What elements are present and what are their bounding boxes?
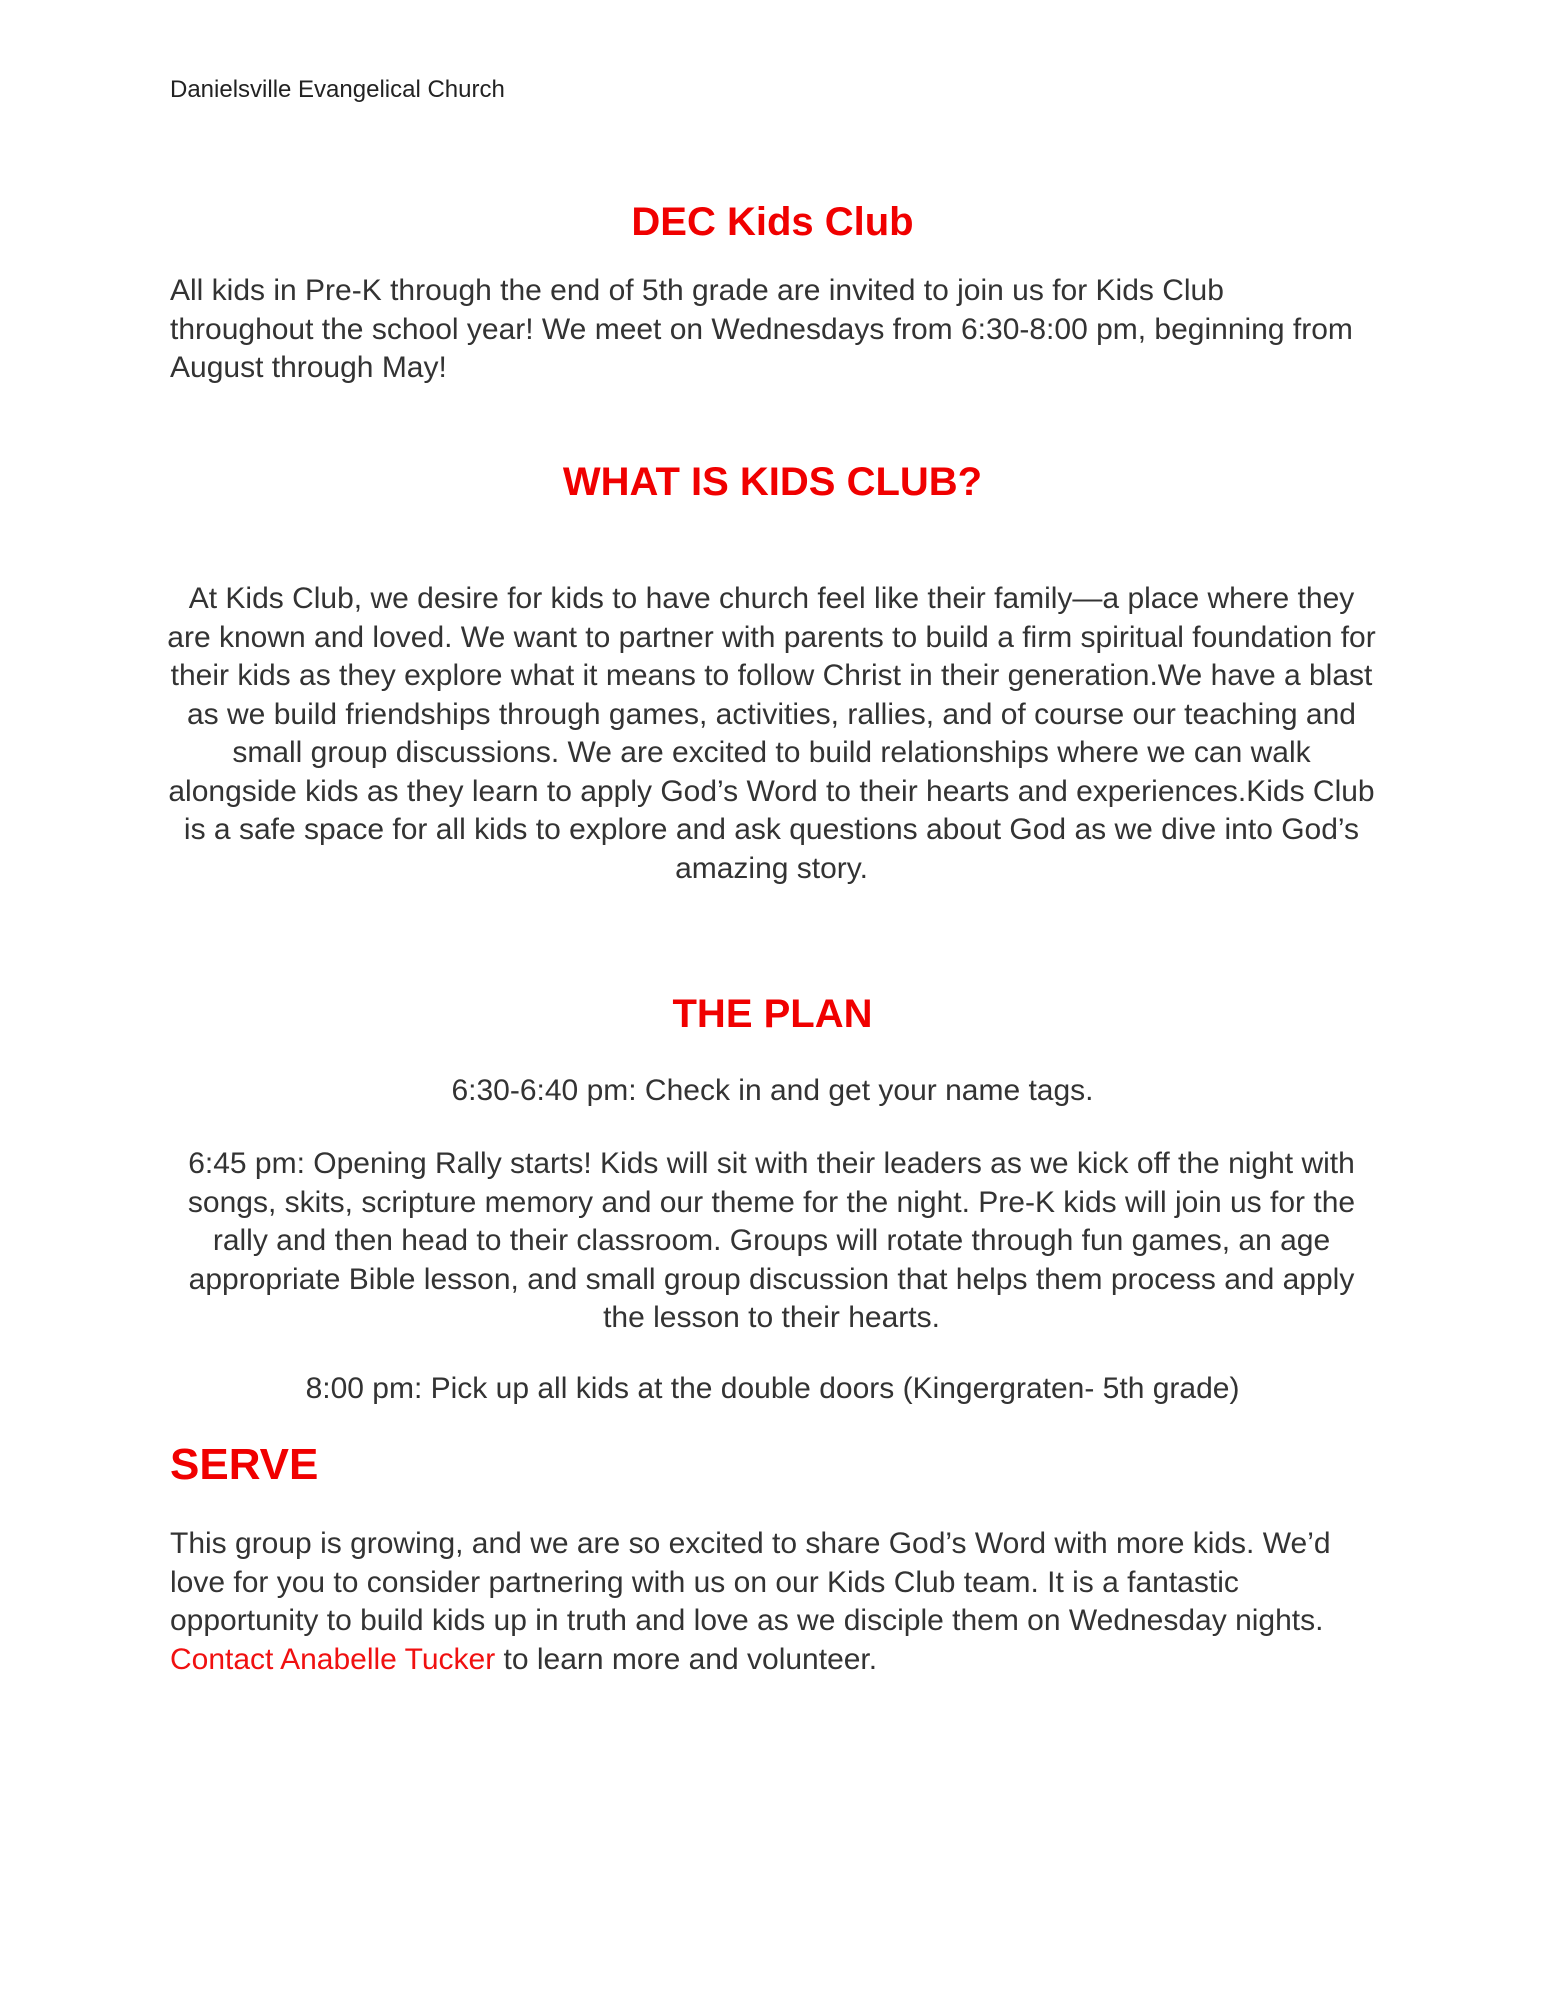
serve-text: This group is growing, and we are so excited to share God’s Word with more kids. We’d love for you to consider partnering with us on our Kids Club team. It is a fantastic opportunity to build kids up in truth and love as we disciple them on Wednesday nights. <box>170 1527 1331 1637</box>
contact-link[interactable]: Contact Anabelle Tucker <box>170 1642 496 1676</box>
serve-text-end: to learn more and volunteer. <box>495 1642 878 1676</box>
intro-paragraph: All kids in Pre-K through the end of 5th grade are invited to join us for Kids Club throughout the school year! We meet on Wednesdays from 6:30-8:00 pm, beginning from August through May! <box>170 274 1353 384</box>
plan-item: 6:45 pm: Opening Rally starts! Kids will sit with their leaders as we kick off the night with songs, skits, scripture memory and our theme for the night. Pre-K kids will join us for the rally and then head to their classroom. Groups will rotate through fun games, an age appropriate Bible lesson, and small group discussion that helps them process and apply the lesson to their hearts. <box>187 1147 1356 1334</box>
what-is-heading: WHAT IS KIDS CLUB? <box>562 460 983 504</box>
plan-heading: THE PLAN <box>672 992 873 1036</box>
page-title: DEC Kids Club <box>631 200 914 244</box>
what-is-paragraph: At Kids Club, we desire for kids to have church feel like their family—a place where they are known and loved. We want to partner with parents to build a firm spiritual foundation for their kids as they explore what it means to follow Christ in their generation.We have a blast as we build friendships through games, activities, rallies, and of course our teaching and small group discussions. We are excited to build relationships where we can walk alongside kids as they learn to apply God’s Word to their hearts and experiences.Kids Club is a safe space for all kids to explore and ask questions about God as we dive into God’s amazing story. <box>167 582 1376 885</box>
serve-paragraph <box>170 1525 1360 1679</box>
plan-item: 8:00 pm: Pick up all kids at the double doors (Kingergraten- 5th grade) <box>305 1372 1240 1405</box>
organization-header: Danielsville Evangelical Church <box>170 76 505 103</box>
plan-item: 6:30-6:40 pm: Check in and get your name tags. <box>451 1074 1094 1107</box>
serve-heading: SERVE <box>170 1440 319 1489</box>
